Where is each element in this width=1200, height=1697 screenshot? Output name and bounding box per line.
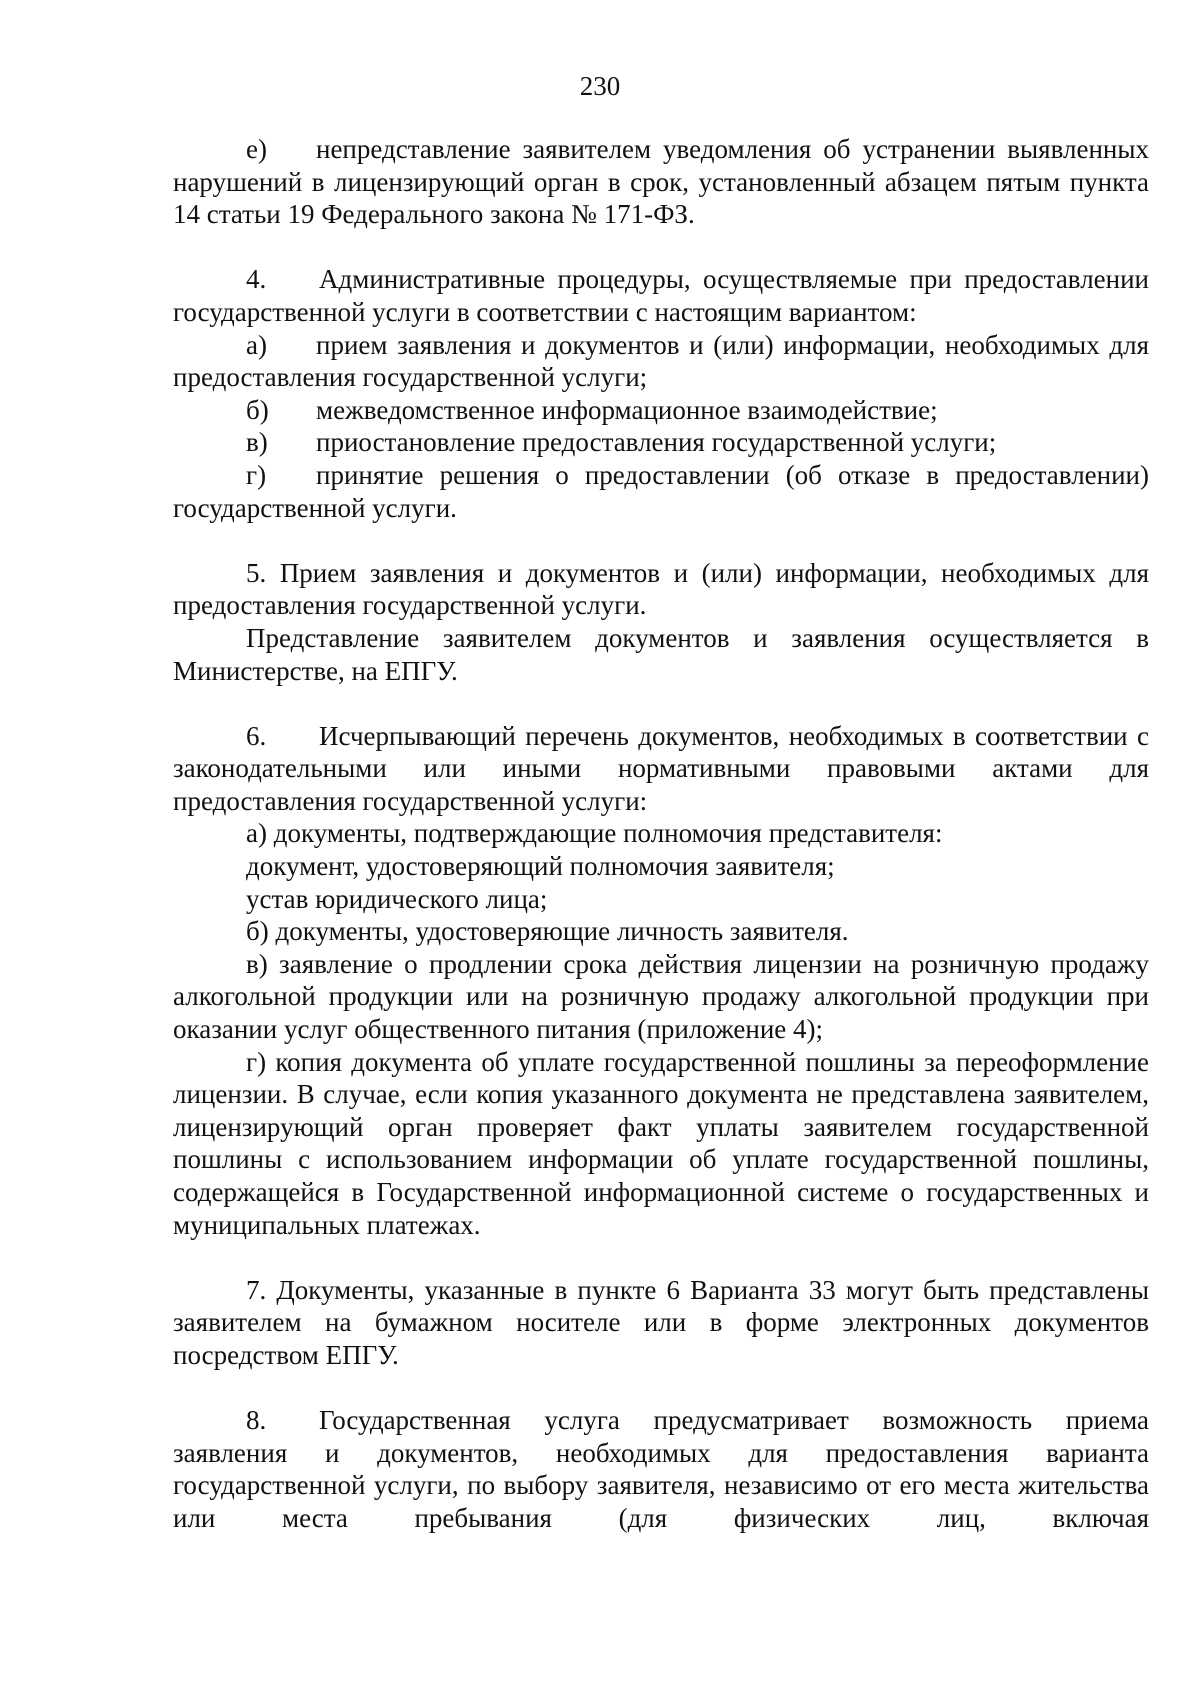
section-4-item-v	[173, 426, 1149, 459]
section-6-heading	[173, 720, 1149, 818]
section-5-paragraph: Представление заявителем документов и заявления осуществляется в Министерстве, на ЕПГУ.	[173, 622, 1149, 686]
section-4-text: Административные процедуры, осуществляемые при предоставлении государственной услуги в соответствии с настоящим вариантом:	[173, 264, 1149, 327]
section-6-text: Исчерпывающий перечень документов, необходимых в соответствии с законодательными или иными нормативными правовыми актами для предоставления государственной услуги:	[173, 720, 1149, 816]
spacer	[173, 687, 1149, 720]
section-6-line-4: б) документы, удостоверяющие личность заявителя.	[246, 916, 849, 947]
section-4-item-a-label: а)	[246, 329, 267, 360]
section-5-heading: 5. Прием заявления и документов и (или) информации, необходимых для предоставления государственной услуги.	[173, 557, 1149, 621]
section-6-number: 6.	[246, 720, 267, 751]
document-body	[173, 133, 1149, 1535]
section-4-item-a-text: прием заявления и документов и (или) информации, необходимых для предоставления государственной услуги;	[173, 329, 1149, 393]
section-6-line-3: устав юридического лица;	[246, 883, 548, 914]
section-4-item-g	[173, 459, 1149, 524]
page-number: 230	[579, 71, 621, 101]
section-4-item-v-text: приостановление предоставления государственной услуги;	[316, 427, 997, 458]
section-4-item-b-text: межведомственное информационное взаимодействие;	[316, 394, 938, 425]
item-e-label: е)	[246, 134, 267, 164]
section-4-item-g-label: г)	[246, 459, 267, 490]
spacer	[173, 1372, 1149, 1405]
section-8-paragraph	[173, 1404, 1149, 1534]
section-8-number: 8.	[246, 1405, 267, 1436]
section-4-number: 4.	[246, 264, 267, 295]
section-7-paragraph: 7. Документы, указанные в пункте 6 Варианта 33 могут быть представлены заявителем на бумажном носителе или в форме электронных документов посредством ЕПГУ.	[173, 1274, 1149, 1370]
section-8-text: Государственная услуга предусматривает возможность приема заявления и документов, необходимых для предоставления варианта государственной услуги, по выбору заявителя, независимо от его места жительства или места пребывания (для физических лиц, включая	[173, 1405, 1149, 1533]
section-6-line-5: в) заявление о продлении срока действия лицензии на розничную продажу алкогольной продукции или на розничную продажу алкогольной продукции при оказании услуг общественного питания (приложение 4);	[173, 948, 1149, 1045]
section-6-line-1: а) документы, подтверждающие полномочия представителя:	[246, 818, 943, 849]
item-e-text: непредставление заявителем уведомления об устранении выявленных нарушений в лицензирующий орган в срок, установленный абзацем пятым пункта 14 статьи 19 Федерального закона № 171-ФЗ.	[173, 134, 1149, 230]
section-4-item-a	[173, 329, 1149, 394]
section-4-item-v-label: в)	[246, 427, 268, 458]
spacer	[173, 231, 1149, 264]
spacer	[173, 524, 1149, 557]
section-4-item-b	[173, 394, 1149, 427]
section-4-item-b-label: б)	[246, 394, 269, 425]
section-4-item-g-text: принятие решения о предоставлении (об отказе в предоставлении) государственной услуги.	[173, 459, 1149, 523]
item-e	[173, 133, 1149, 231]
spacer	[173, 1241, 1149, 1274]
section-6-line-2: документ, удостоверяющий полномочия заявителя;	[246, 851, 835, 882]
section-4-heading	[173, 263, 1149, 328]
section-6-line-6: г) копия документа об уплате государственной пошлины за переоформление лицензии. В случае, если копия указанного документа не представлена заявителем, лицензирующий орган проверяет факт уплаты заявителем государственной пошлины с использованием информации об уплате государственной пошлины, содержащейся в Государственной информационной системе о государственных и муниципальных платежах.	[173, 1046, 1149, 1240]
